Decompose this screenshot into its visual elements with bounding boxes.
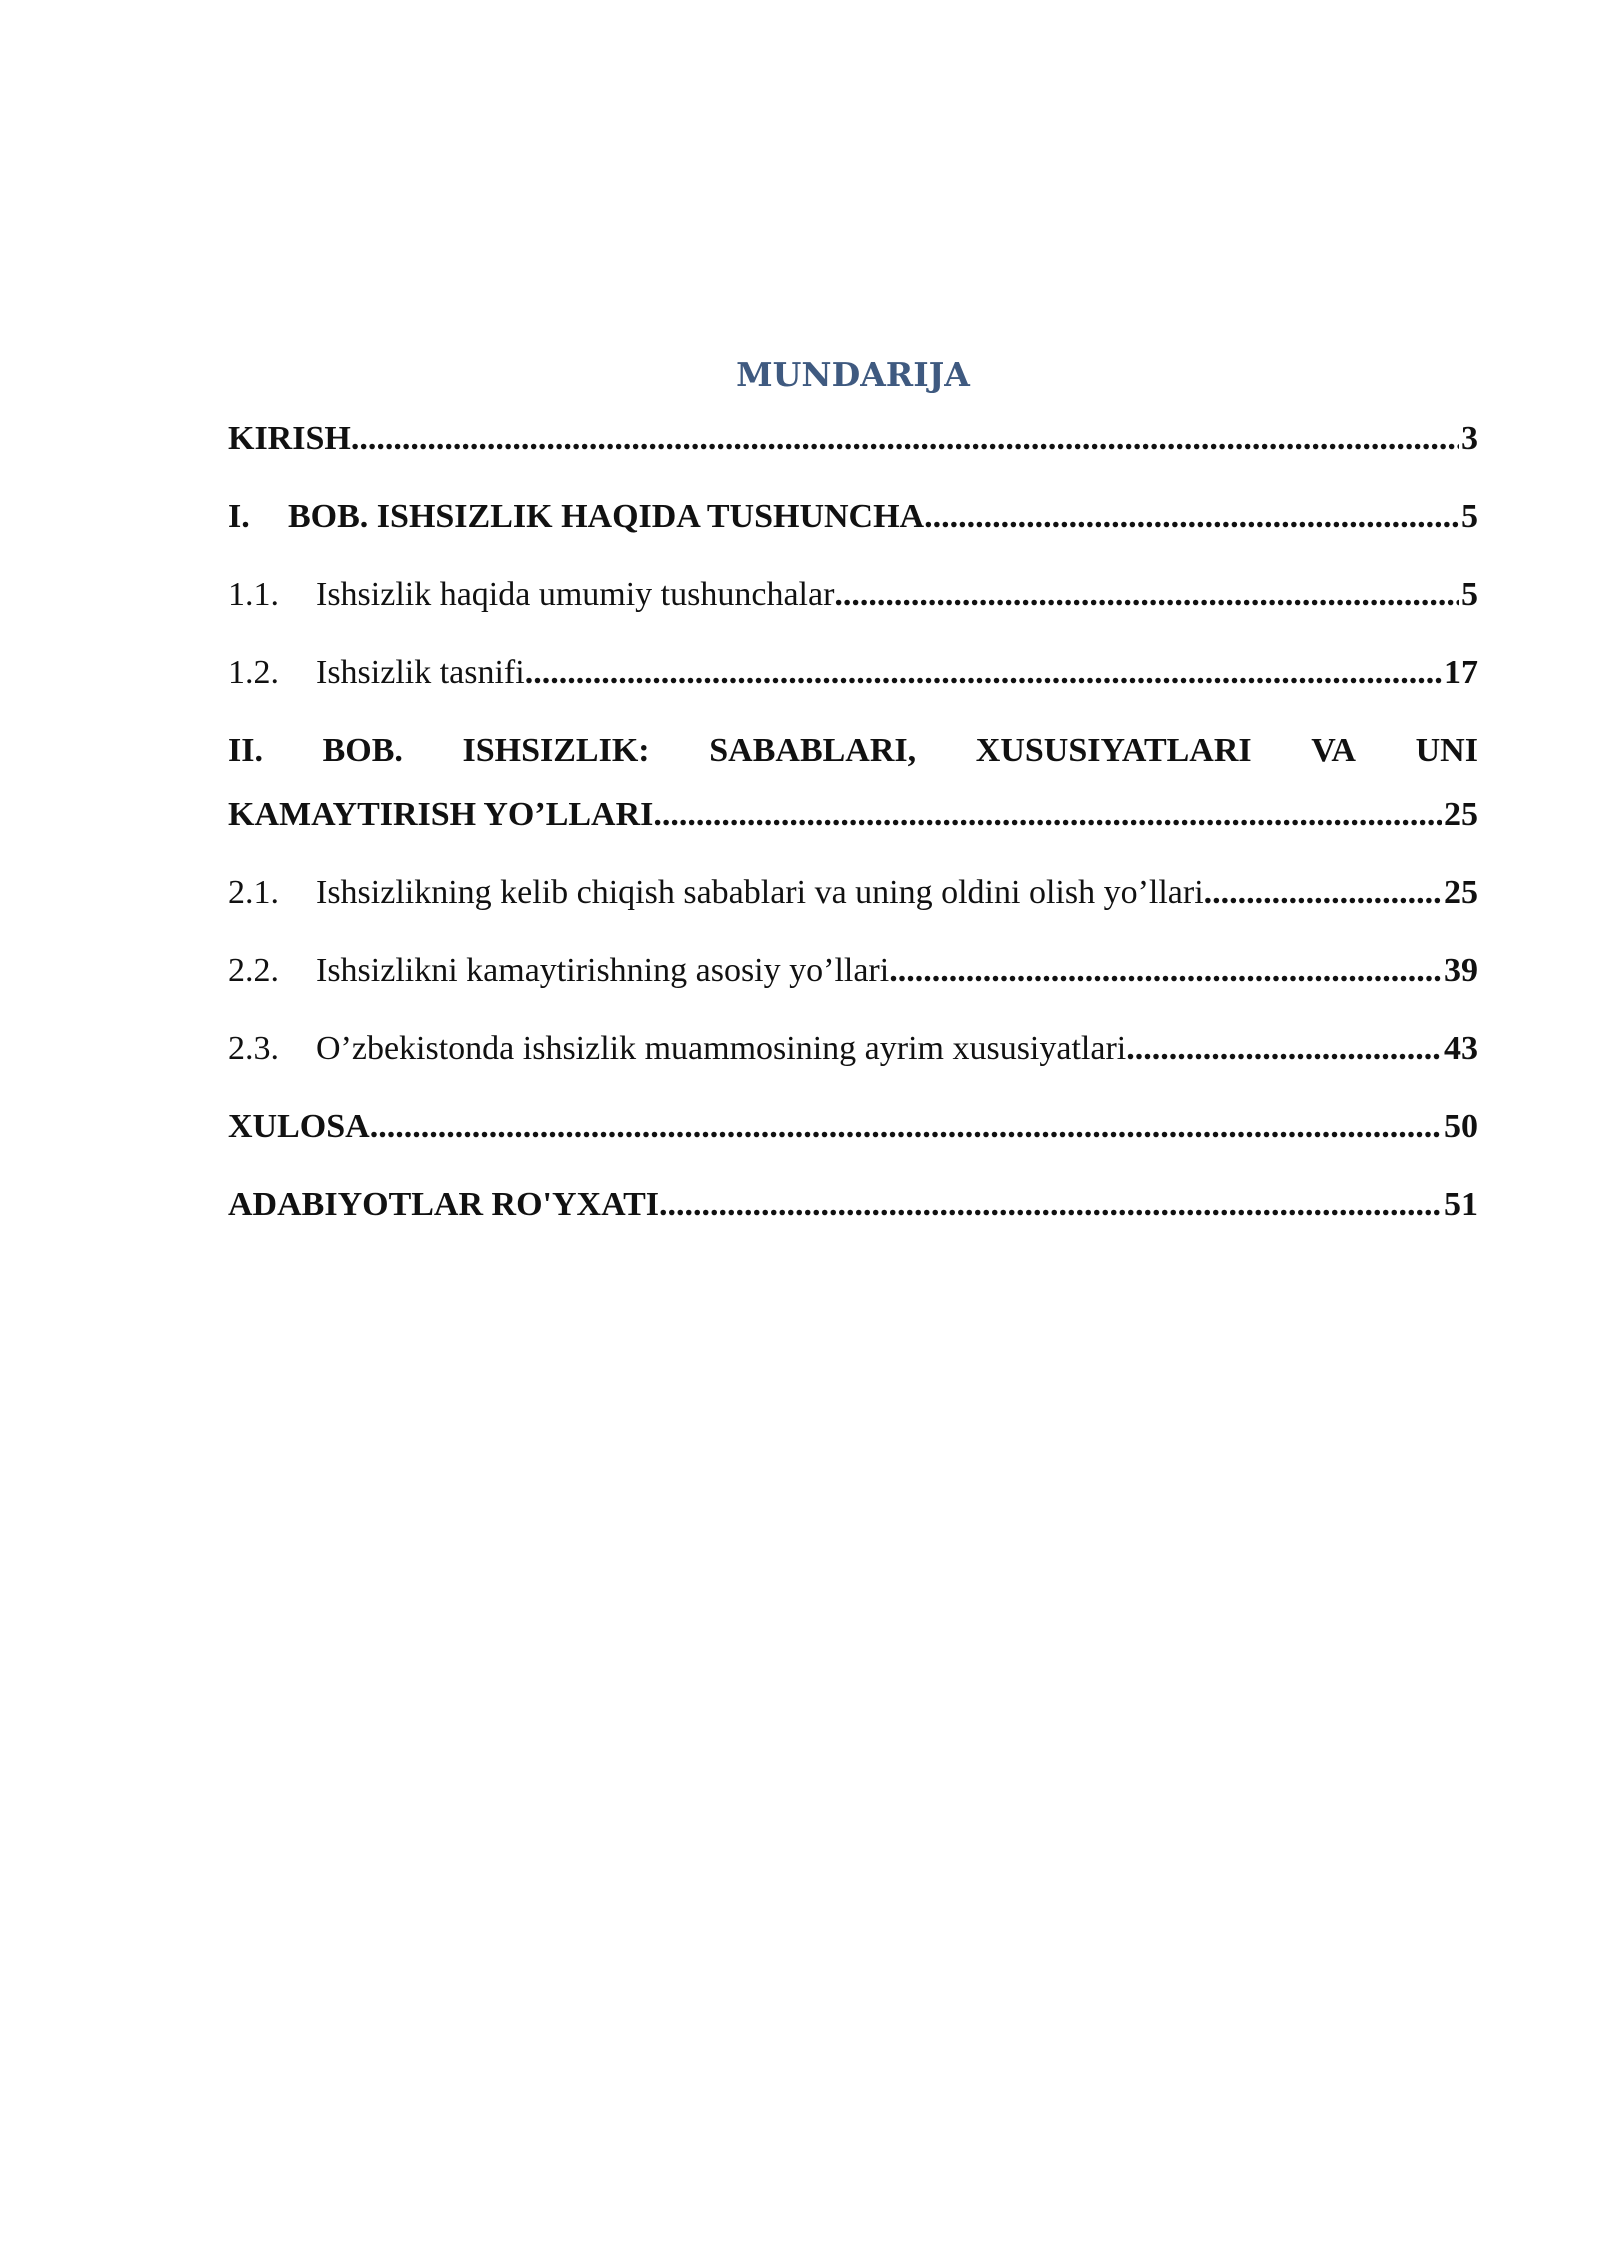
toc-entry-page: 39	[1444, 952, 1478, 989]
toc-entry-number: 1.2.	[228, 654, 279, 691]
toc-entry-page: 5	[1461, 576, 1478, 613]
toc-entry-page: 43	[1444, 1030, 1478, 1067]
toc-entry-page: 25	[1444, 874, 1478, 911]
toc-entry-section-1-1[interactable]	[228, 556, 1478, 634]
toc-entry-page: 51	[1444, 1186, 1478, 1223]
dot-leader	[525, 634, 1442, 712]
toc-word: BOB.	[322, 732, 403, 769]
toc-word: XUSUSIYATLARI	[975, 732, 1252, 769]
toc-entry-label: KIRISH	[228, 420, 351, 457]
toc-entry-page: 25	[1444, 796, 1478, 833]
toc-entry-label: Ishsizlik haqida umumiy tushunchalar	[316, 576, 835, 613]
toc-entry-section-1-2[interactable]	[228, 634, 1478, 712]
toc-entry-label: KAMAYTIRISH YO’LLARI	[228, 796, 654, 833]
toc-entry-number: 2.3.	[228, 1030, 279, 1067]
toc-entry-number: 2.1.	[228, 874, 279, 911]
toc-entry-number: 1.1.	[228, 576, 279, 613]
toc-entry-chapter-2[interactable]	[228, 712, 1478, 854]
toc-entry-xulosa[interactable]	[228, 1088, 1478, 1166]
dot-leader	[1204, 854, 1442, 932]
toc-entry-section-2-3[interactable]	[228, 1010, 1478, 1088]
toc-entry-page: 3	[1461, 420, 1478, 457]
toc-entry-adabiyotlar[interactable]	[228, 1166, 1478, 1244]
toc-entry-page: 5	[1461, 498, 1478, 535]
dot-leader	[924, 478, 1459, 556]
toc-entry-label: Ishsizlik tasnifi	[316, 654, 525, 691]
table-of-contents	[228, 350, 1478, 1244]
toc-entry-label: Ishsizlikni kamaytirishning asosiy yo’llari	[316, 952, 890, 989]
toc-entry-label: O’zbekistonda ishsizlik muammosining ayrim xususiyatlari	[316, 1030, 1127, 1067]
toc-entry-page: 50	[1444, 1108, 1478, 1145]
toc-word: ISHSIZLIK:	[462, 732, 650, 769]
toc-entry-label: BOB. ISHSIZLIK HAQIDA TUSHUNCHA	[288, 498, 925, 535]
dot-leader	[653, 776, 1442, 854]
toc-entry-number: I.	[228, 498, 250, 535]
toc-entry-chapter-1[interactable]	[228, 478, 1478, 556]
toc-word: II.	[228, 732, 263, 769]
toc-entry-label: XULOSA	[228, 1108, 370, 1145]
toc-entry-label: Ishsizlikning kelib chiqish sabablari va uning oldini olish yo’llari	[316, 874, 1204, 911]
toc-entry-label-line1	[228, 712, 1478, 776]
dot-leader	[1126, 1010, 1442, 1088]
toc-word: VA	[1311, 732, 1356, 769]
toc-entry-page: 17	[1444, 654, 1478, 691]
dot-leader	[370, 1088, 1442, 1166]
dot-leader	[834, 556, 1459, 634]
dot-leader	[659, 1166, 1442, 1244]
toc-entry-section-2-1[interactable]	[228, 854, 1478, 932]
toc-entry-kirish[interactable]	[228, 400, 1478, 478]
toc-word: SABABLARI,	[709, 732, 917, 769]
dot-leader	[351, 400, 1459, 478]
toc-entry-label: ADABIYOTLAR RO'YXATI	[228, 1186, 660, 1223]
dot-leader	[889, 932, 1442, 1010]
toc-title: MUNDARIJA	[736, 355, 970, 394]
toc-entry-section-2-2[interactable]	[228, 932, 1478, 1010]
toc-entry-label-line2	[228, 776, 1478, 854]
toc-entry-number: 2.2.	[228, 952, 279, 989]
toc-word: UNI	[1415, 732, 1478, 769]
